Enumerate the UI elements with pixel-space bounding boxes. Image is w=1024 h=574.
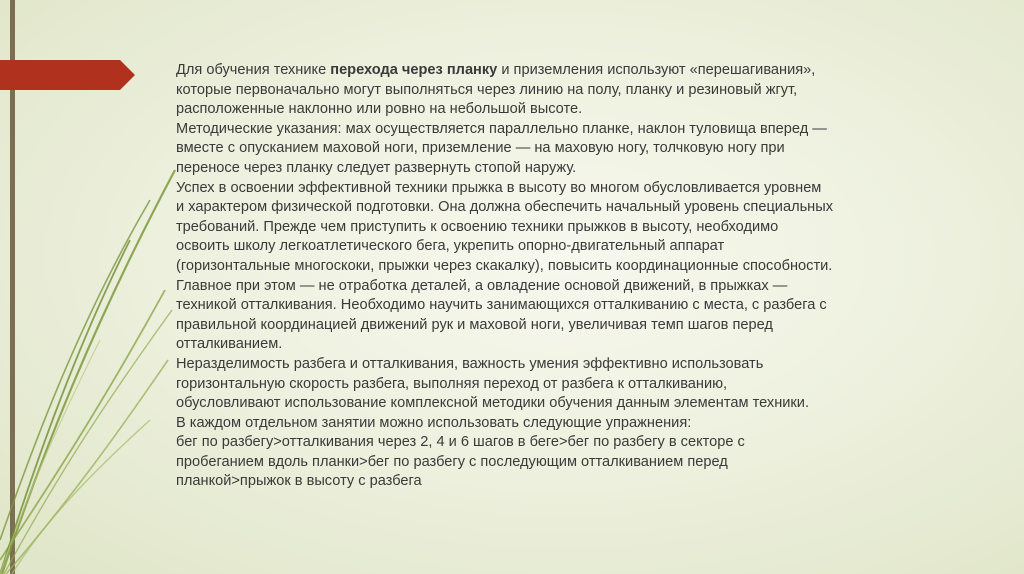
- bold-term: перехода через планку: [330, 62, 498, 78]
- paragraph-methodical-notes: Методические указания: мах осуществляется параллельно планке, наклон туловища вперед — вместе с опусканием маховой ноги, приземление — на маховую ногу, толчковую ногу при переносе через планку следует развернуть стопой наружу.: [176, 120, 827, 176]
- paragraph-run-up-takeoff: Неразделимость разбега и отталкивания, важность умения эффективно использовать горизонтальную скорость разбега, выполняя переход от разбега к отталкиванию, обусловливают использование комплексной методики обучения данным элементам техники.: [176, 355, 810, 412]
- paragraph-technique-intro: Для обучения технике перехода через планку и приземления используют «перешагивания», которые первоначально могут выполняться через линию на полу, планку и резиновый жгут, расположенные наклонно или ровно на небольшой высоте.: [176, 62, 816, 118]
- slide-text: [176, 61, 956, 492]
- paragraph-physical-preparation: Успех в освоении эффективной техники прыжка в высоту во многом обусловливается уровнем и характером физической подготовки. Она должна обеспечить начальный уровень специальных требований. Прежде чем приступить к освоению техники прыжков в высоту, необходимо освоить школу легкоатлетического бега, укрепить опорно-двигательный аппарат (горизонтальные многоскоки, прыжки через скакалку), повысить координационные способности. Главное при этом — не отработка деталей, а овладение основой движений, в прыжках — техникой отталкивания. Необходимо научить занимающихся отталкиванию с места, с разбега с правильной координацией движений рук и маховой ноги, увеличивая темп шагов перед отталкиванием.: [176, 179, 834, 353]
- paragraph-exercises: В каждом отдельном занятии можно использовать следующие упражнения: бег по разбегу>отталкивания через 2, 4 и 6 шагов в беге>бег по разбегу в секторе с пробеганием вдоль планки>бег по разбегу с последующим отталкиванием перед планкой>прыжок в высоту с разбега: [176, 414, 745, 490]
